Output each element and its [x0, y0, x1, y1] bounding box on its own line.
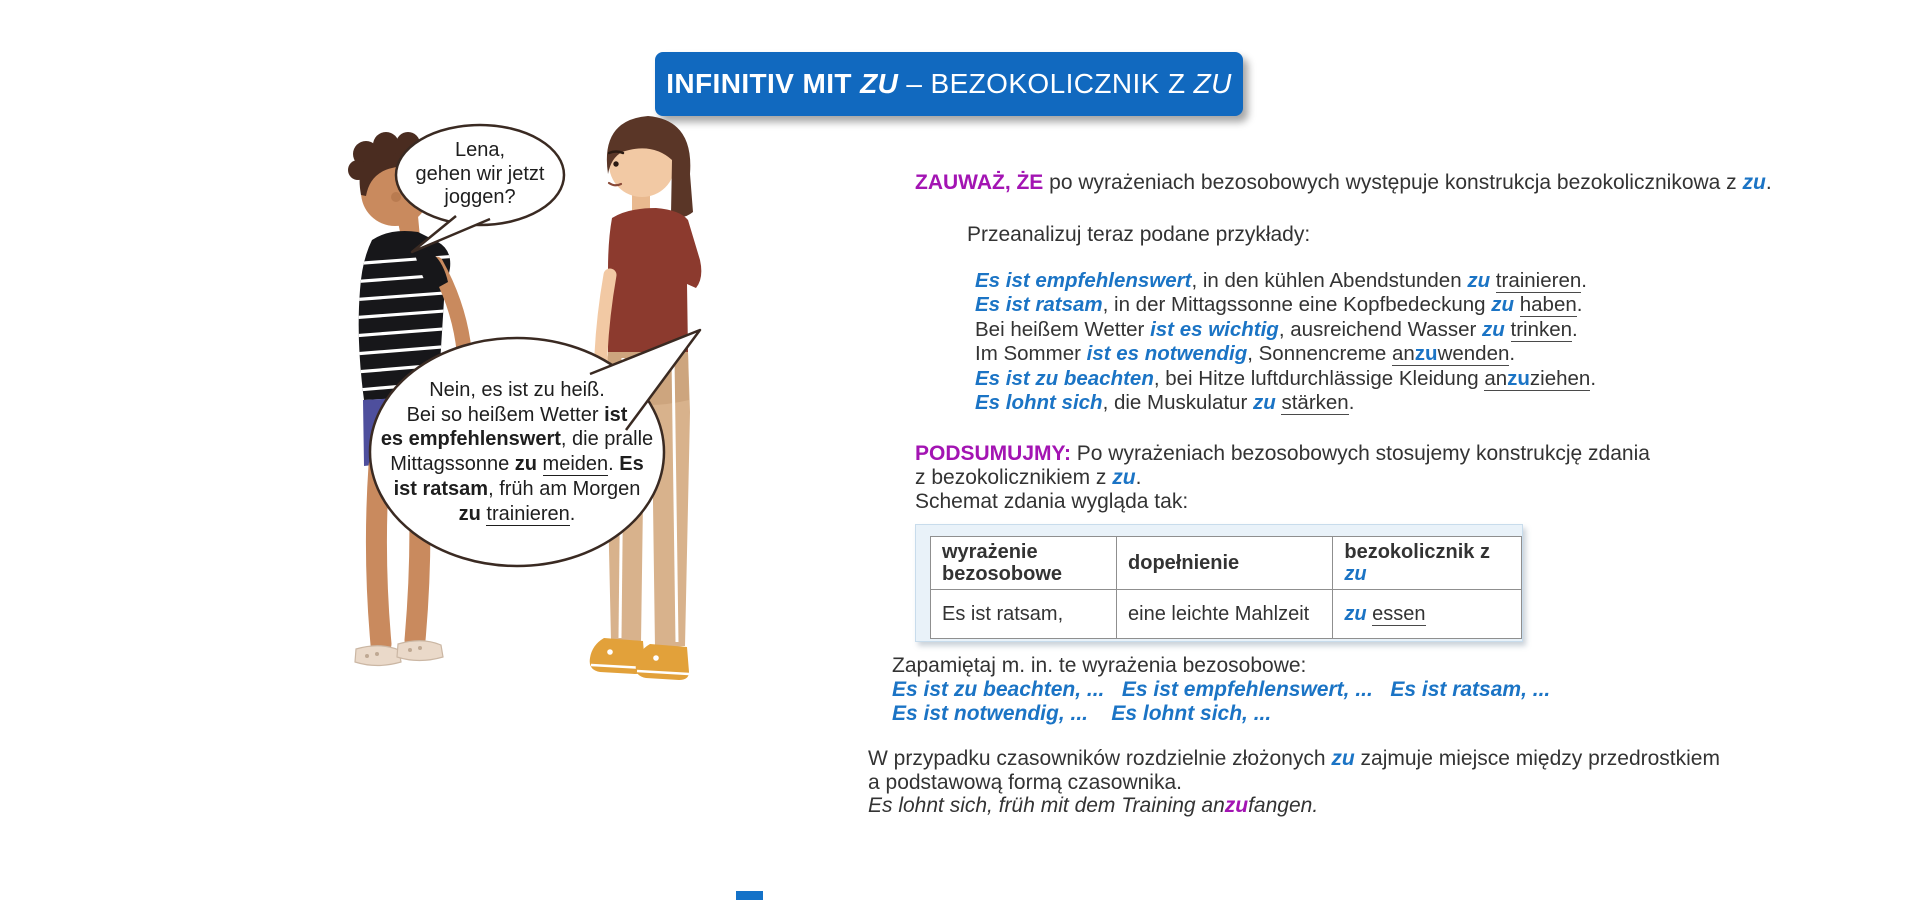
person-left-slipper-right: [397, 641, 443, 661]
summary-line-1: PODSUMUJMY: Po wyrażeniach bezosobowych stosujemy konstrukcję zdania: [915, 442, 1650, 465]
table-header-bezokolicznik: bezokolicznik z zu: [1333, 537, 1522, 590]
separable-line-2: a podstawową formą czasownika.: [868, 770, 1182, 794]
remember-block: [892, 654, 1550, 726]
table-cell-infinitive: zu essen: [1333, 590, 1522, 639]
remember-line-1: Es ist zu beachten, ... Es ist empfehlenswert, ... Es ist ratsam, ...: [892, 678, 1551, 701]
separable-verbs-block: [868, 747, 1720, 818]
summary-block: [915, 442, 1650, 514]
schema-table: [930, 536, 1522, 639]
page-title: INFINITIV MIT ZU – BEZOKOLICZNIK Z ZU: [666, 68, 1232, 99]
summary-line-2: z bezokolicznikiem z zu.: [915, 466, 1142, 489]
separable-line-1: W przypadku czasowników rozdzielnie złożonych zu zajmuje miejsce między przedrostkiem: [868, 747, 1720, 770]
bottom-blue-mark: [736, 891, 763, 900]
table-header-wyrazenie: wyrażenie bezosobowe: [931, 537, 1117, 590]
schema-table-panel: [915, 524, 1523, 642]
table-header-dopelnienie: dopełnienie: [1117, 537, 1333, 590]
remember-line-2: Es ist notwendig, ... Es lohnt sich, ...: [892, 702, 1272, 725]
notice-line: ZAUWAŻ, ŻE po wyrażeniach bezosobowych występuje konstrukcja bezokolicznikowa z zu.: [915, 171, 1772, 194]
title-banner: [655, 52, 1243, 116]
speech-bubble-1-text: Lena, gehen wir jetzt joggen?: [415, 139, 545, 208]
table-cell-object: eine leichte Mahlzeit: [1117, 590, 1333, 639]
remember-intro: Zapamiętaj m. in. te wyrażenia bezosobowe:: [892, 654, 1307, 677]
person-right-shirt: [608, 208, 701, 352]
speech-bubble-2-text: Nein, es ist zu heiß. Bei so heißem Wetter ist es empfehlenswert, die pralle Mittagssonne zu meiden. Es ist ratsam, früh am Morgen zu trainieren.: [380, 379, 654, 525]
examples-list: Es ist empfehlenswert, in den kühlen Abendstunden zu trainieren. Es ist ratsam, in der Mittagssonne eine Kopfbedeckung zu haben. Bei heißem Wetter ist es wichtig, ausreichend Wasser zu trinken. Im Sommer ist es notwendig, Sonnencreme anzuwenden. Es ist zu beachten, bei Hitze luftdurchlässige Kleidung anzuziehen. Es lohnt sich, die Muskulatur zu stärken.: [975, 269, 1597, 415]
table-row: [931, 590, 1522, 639]
summary-line-3: Schemat zdania wygląda tak:: [915, 490, 1189, 513]
separable-line-3: Es lohnt sich, früh mit dem Training anzufangen.: [868, 794, 1319, 817]
analyze-prompt: Przeanalizuj teraz podane przykłady:: [967, 223, 1311, 246]
table-cell-expression: Es ist ratsam,: [931, 590, 1117, 639]
